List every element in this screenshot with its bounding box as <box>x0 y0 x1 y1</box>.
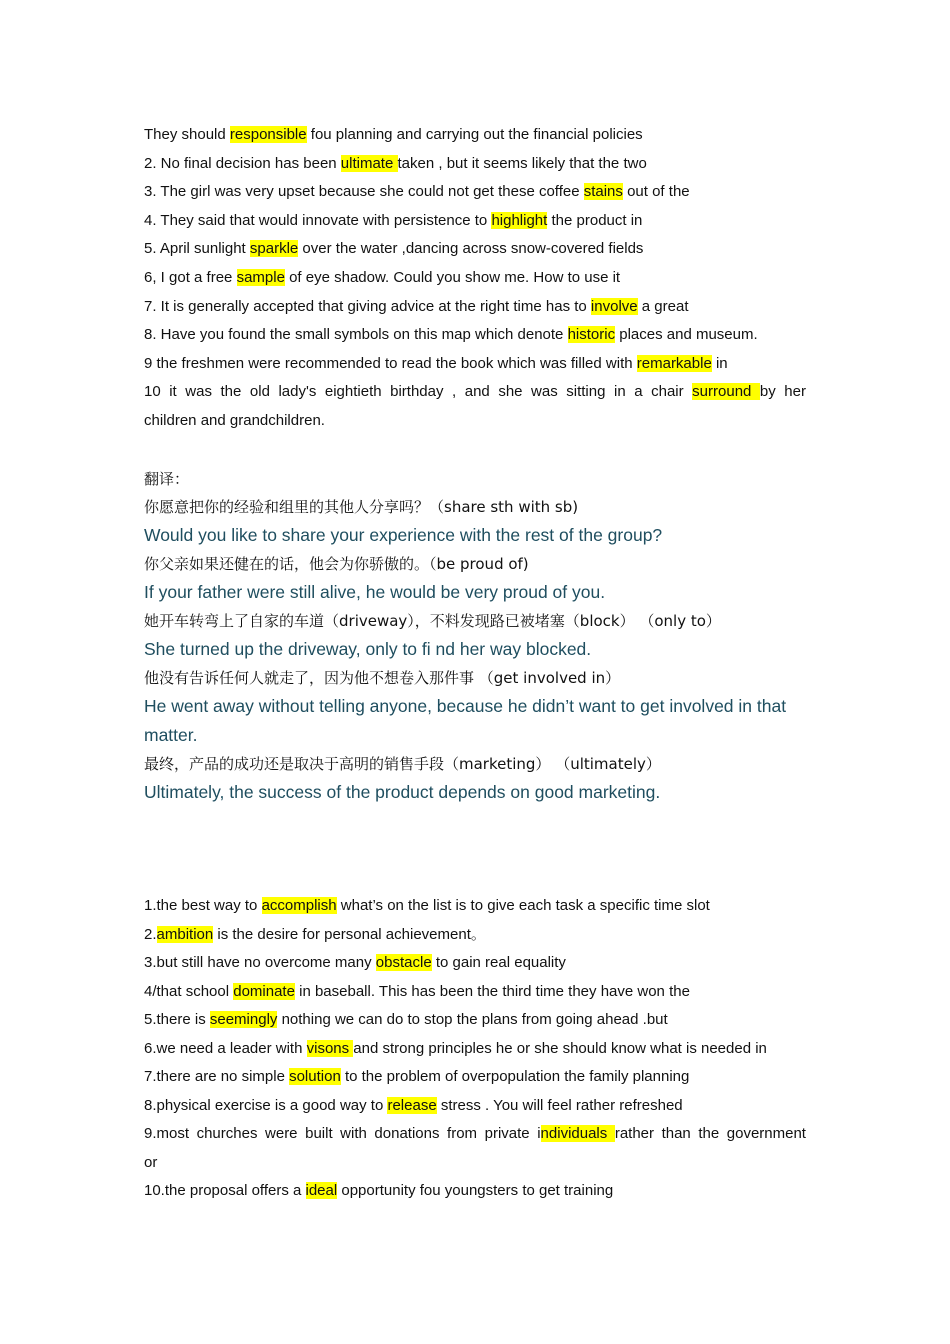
translation-answer: matter. <box>144 725 198 745</box>
highlighted-word: highlight <box>491 212 548 229</box>
sentence-line: They should responsible fou planning and carrying out the financial policies <box>144 126 643 143</box>
highlighted-word: seemingly <box>209 1011 278 1028</box>
highlighted-word: remarkable <box>636 355 712 372</box>
highlighted-word: ndividuals <box>540 1125 615 1142</box>
highlighted-word: obstacle <box>375 954 432 971</box>
sentence-line: 5.there is seemingly nothing we can do to stop the plans from going ahead .but <box>144 1011 668 1028</box>
sentence-line: 2.ambition is the desire for personal achievement。 <box>144 926 486 943</box>
highlighted-word: surround <box>692 383 760 400</box>
sentence-line: 6, I got a free sample of eye shadow. Could you show me. How to use it <box>144 269 621 286</box>
translation-answer: If your father were still alive, he would be very proud of you. <box>144 582 606 602</box>
highlighted-word: ideal <box>305 1182 338 1199</box>
sentence-line: 6.we need a leader with visons and strong principles he or she should know what is needed in <box>144 1040 767 1057</box>
highlighted-word: historic <box>567 326 616 343</box>
sentence-line: 4/that school dominate in baseball. This has been the third time they have won the <box>144 983 690 1000</box>
highlighted-word: involve <box>590 298 638 315</box>
sentence-line: children and grandchildren. <box>144 412 325 429</box>
translation-prompt: 你愿意把你的经验和组里的其他人分享吗？（share sth with sb) <box>144 498 579 516</box>
translation-prompt: 你父亲如果还健在的话，他会为你骄傲的。（be proud of) <box>144 555 529 573</box>
highlighted-word: ambition <box>156 926 214 943</box>
highlighted-word: stains <box>583 183 623 200</box>
highlighted-word: accomplish <box>261 897 337 914</box>
highlighted-word: visons <box>306 1040 354 1057</box>
highlighted-word: dominate <box>233 983 295 1000</box>
highlighted-word: ultimate <box>340 155 398 172</box>
translation-heading: 翻译： <box>144 470 190 488</box>
translation-prompt: 她开车转弯上了自家的车道（driveway），不料发现路已被堵塞（block） （only to） <box>144 612 721 630</box>
sentence-line: 7. It is generally accepted that giving advice at the right time has to involve a great <box>144 298 689 315</box>
sentence-line: 3.but still have no overcome many obstacle to gain real equality <box>144 954 566 971</box>
highlighted-word: solution <box>289 1068 341 1085</box>
sentence-line: 10.the proposal offers a ideal opportunity fou youngsters to get training <box>144 1182 614 1199</box>
sentence-line: 7.there are no simple solution to the problem of overpopulation the family planning <box>144 1068 690 1085</box>
highlighted-word: responsible <box>229 126 307 143</box>
sentence-line: 2. No final decision has been ultimate taken , but it seems likely that the two <box>144 155 647 172</box>
sentence-line: or <box>144 1154 158 1171</box>
sentence-line: 5. April sunlight sparkle over the water ,dancing across snow-covered fields <box>144 240 644 257</box>
highlighted-word: sparkle <box>249 240 299 257</box>
highlighted-word: sample <box>236 269 285 286</box>
sentence-line: 1.the best way to accomplish what’s on the list is to give each task a specific time slot <box>144 897 710 914</box>
sentence-line: 3. The girl was very upset because she could not get these coffee stains out of the <box>144 183 690 200</box>
sentence-line: 8.physical exercise is a good way to release stress . You will feel rather refreshed <box>144 1097 683 1114</box>
translation-answer: Would you like to share your experience with the rest of the group? <box>144 525 663 545</box>
translation-answer: She turned up the driveway, only to fi nd her way blocked. <box>144 639 592 659</box>
sentence-line: 4. They said that would innovate with persistence to highlight the product in <box>144 212 643 229</box>
translation-answer: Ultimately, the success of the product depends on good marketing. <box>144 782 661 802</box>
sentence-line: 8. Have you found the small symbols on this map which denote historic places and museum. <box>144 326 758 343</box>
translation-prompt: 最终，产品的成功还是取决于高明的销售手段（marketing） （ultimately） <box>144 755 661 773</box>
highlighted-word: release <box>387 1097 437 1114</box>
sentence-line: 9 the freshmen were recommended to read the book which was filled with remarkable in <box>144 355 728 372</box>
translation-prompt: 他没有告诉任何人就走了，因为他不想卷入那件事 （get involved in） <box>144 669 621 687</box>
translation-answer: He went away without telling anyone, because he didn’t want to get involved in that <box>144 696 787 716</box>
sentence-line: 10 it was the old lady's eightieth birthday , and she was sitting in a chair surround by her <box>144 383 806 400</box>
sentence-line: 9.most churches were built with donations from private individuals rather than the government <box>144 1125 806 1142</box>
